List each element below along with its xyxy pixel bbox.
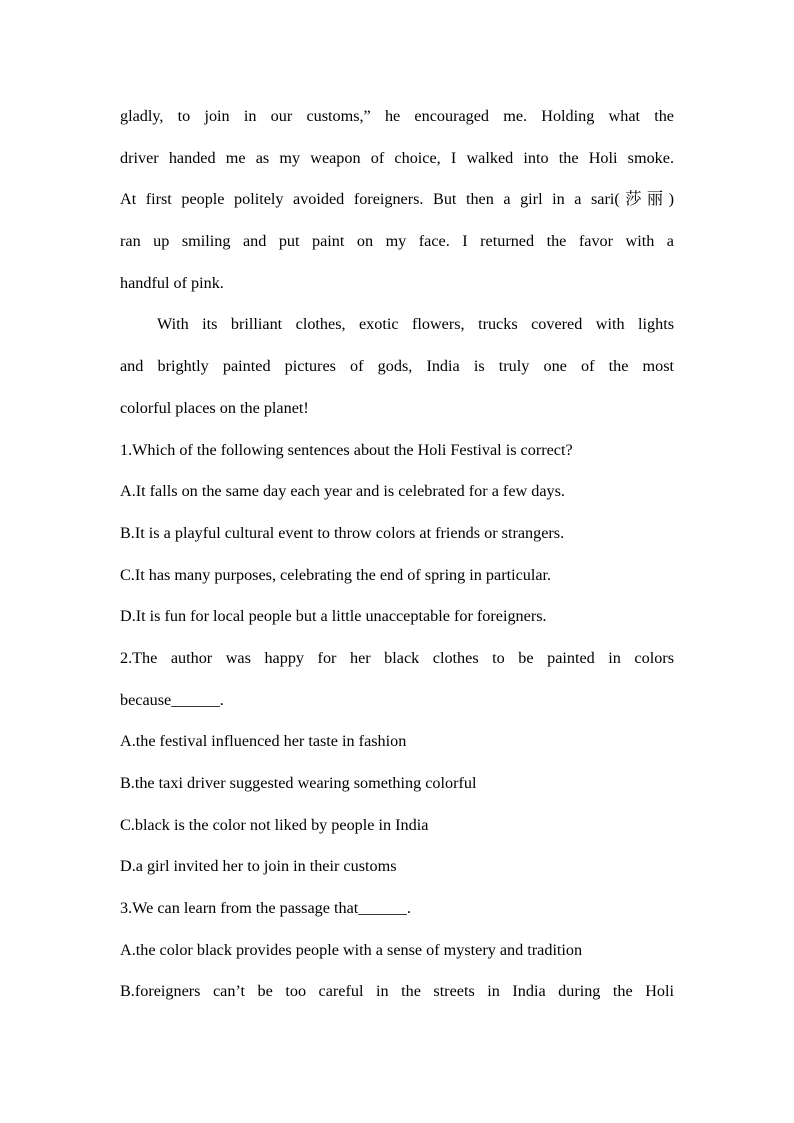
passage-line: colorful places on the planet! (120, 398, 309, 417)
question-2-option-c: C.black is the color not liked by people in India (120, 815, 429, 834)
question-2-option-d: D.a girl invited her to join in their customs (120, 857, 397, 876)
question-3-option-b: B.foreigners can’t be too careful in the streets in India during the Holi (120, 982, 674, 1001)
question-1-option-d: D.It is fun for local people but a little unacceptable for foreigners. (120, 607, 547, 626)
question-3-stem: 3.We can learn from the passage that______. (120, 899, 411, 918)
passage-line: At first people politely avoided foreigners. But then a girl in a sari(莎丽) (120, 190, 674, 209)
passage-line: ran up smiling and put paint on my face. I returned the favor with a (120, 232, 674, 251)
question-3-option-a: A.the color black provides people with a sense of mystery and tradition (120, 940, 583, 959)
question-1-option-b: B.It is a playful cultural event to throw colors at friends or strangers. (120, 523, 565, 542)
question-1-option-c: C.It has many purposes, celebrating the end of spring in particular. (120, 565, 552, 584)
reading-passage (120, 96, 674, 1013)
passage-line: With its brilliant clothes, exotic flowers, trucks covered with lights (157, 315, 674, 334)
passage-line: gladly, to join in our customs,” he encouraged me. Holding what the (120, 107, 674, 125)
question-2-stem: 2.The author was happy for her black clothes to be painted in colors (120, 648, 674, 667)
passage-line: and brightly painted pictures of gods, India is truly one of the most (120, 357, 674, 376)
passage-line: driver handed me as my weapon of choice, I walked into the Holi smoke. (120, 148, 674, 167)
question-2-option-a: A.the festival influenced her taste in fashion (120, 732, 407, 751)
question-2-option-b: B.the taxi driver suggested wearing something colorful (120, 774, 477, 792)
question-2-stem-continued: because______. (120, 690, 224, 709)
question-1-option-a: A.It falls on the same day each year and is celebrated for a few days. (120, 482, 565, 501)
passage-line: handful of pink. (120, 273, 224, 292)
question-1-stem: 1.Which of the following sentences about the Holi Festival is correct? (120, 440, 573, 459)
